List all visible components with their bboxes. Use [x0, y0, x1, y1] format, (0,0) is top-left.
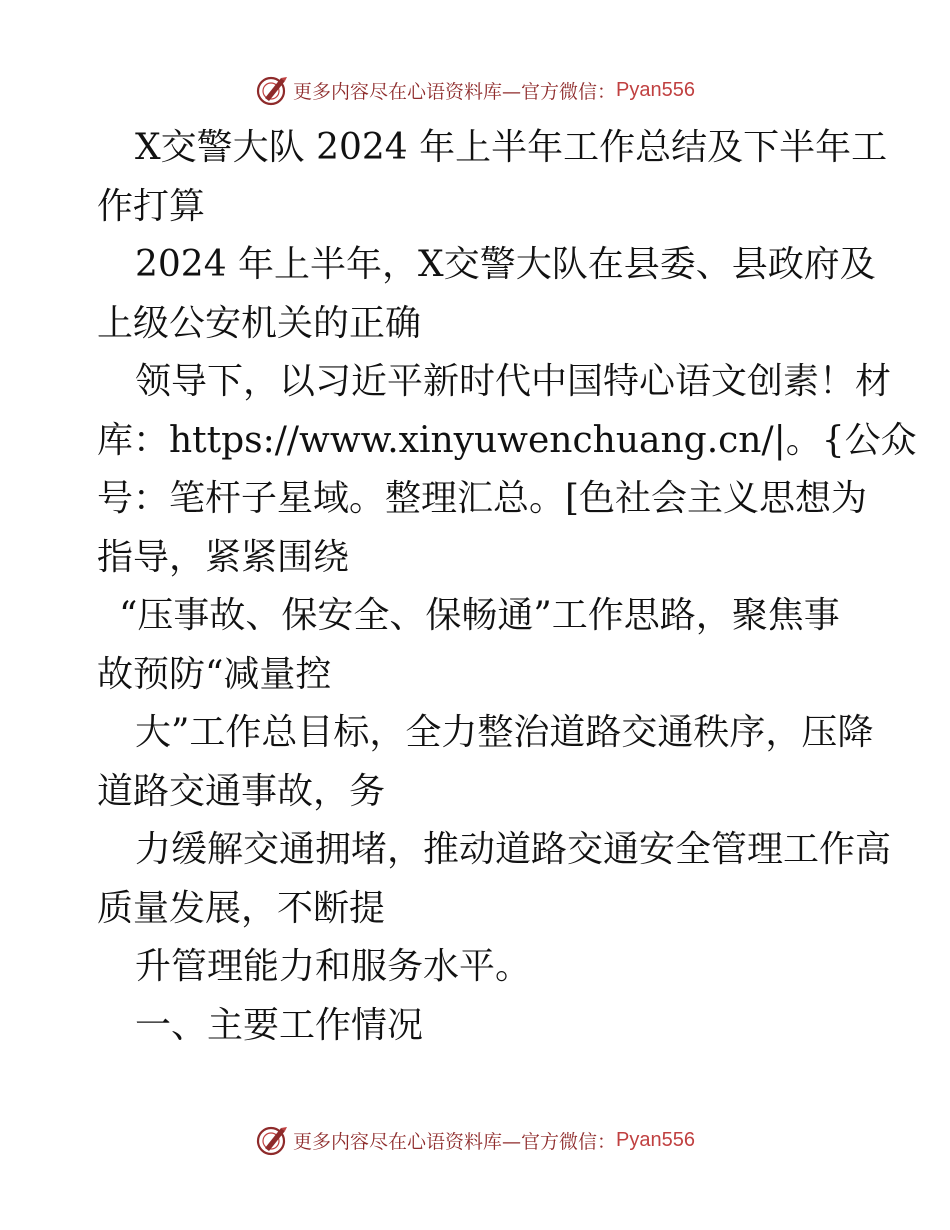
document-body	[97, 119, 917, 1055]
pen-nib-circle-icon	[255, 1122, 291, 1158]
doc-section-heading: 一、主要工作情况	[135, 1004, 424, 1046]
doc-line-5: 领导下，以习近平新时代中国特心语文创素！材	[135, 361, 892, 402]
doc-line-6: 库：https://www.xinyuwenchuang.cn/|。{公众	[97, 419, 917, 461]
doc-line-4: 上级公安机关的正确	[97, 302, 422, 344]
footer-banner	[0, 1120, 950, 1160]
doc-line-12: 道路交通事故，务	[97, 770, 386, 812]
footer-banner-text: 更多内容尽在心语资料库—官方微信：	[293, 1130, 617, 1153]
doc-line-10: 故预防“减量控	[97, 653, 332, 695]
pen-nib-circle-icon	[255, 72, 291, 108]
header-wechat-id: Pyan556	[616, 78, 695, 101]
doc-line-title-1: X交警大队 2024 年上半年工作总结及下半年工	[135, 127, 888, 168]
doc-line-7: 号：笔杆子星域。整理汇总。[色社会主义思想为	[97, 478, 868, 519]
doc-line-13: 力缓解交通拥堵，推动道路交通安全管理工作高	[135, 829, 892, 870]
footer-wechat-id: Pyan556	[616, 1128, 695, 1151]
doc-line-11: 大”工作总目标，全力整治道路交通秩序，压降	[135, 712, 874, 753]
doc-line-title-2: 作打算	[97, 185, 206, 227]
header-banner	[0, 70, 950, 110]
doc-line-15: 升管理能力和服务水平。	[135, 946, 532, 987]
doc-line-9: “压事故、保安全、保畅通”工作思路，聚焦事	[119, 595, 840, 636]
doc-line-14: 质量发展，不断提	[97, 887, 386, 929]
doc-line-3: 2024 年上半年，X交警大队在县委、县政府及	[135, 244, 876, 285]
doc-line-8: 指导，紧紧围绕	[97, 536, 350, 578]
header-banner-text: 更多内容尽在心语资料库—官方微信：	[293, 80, 617, 103]
